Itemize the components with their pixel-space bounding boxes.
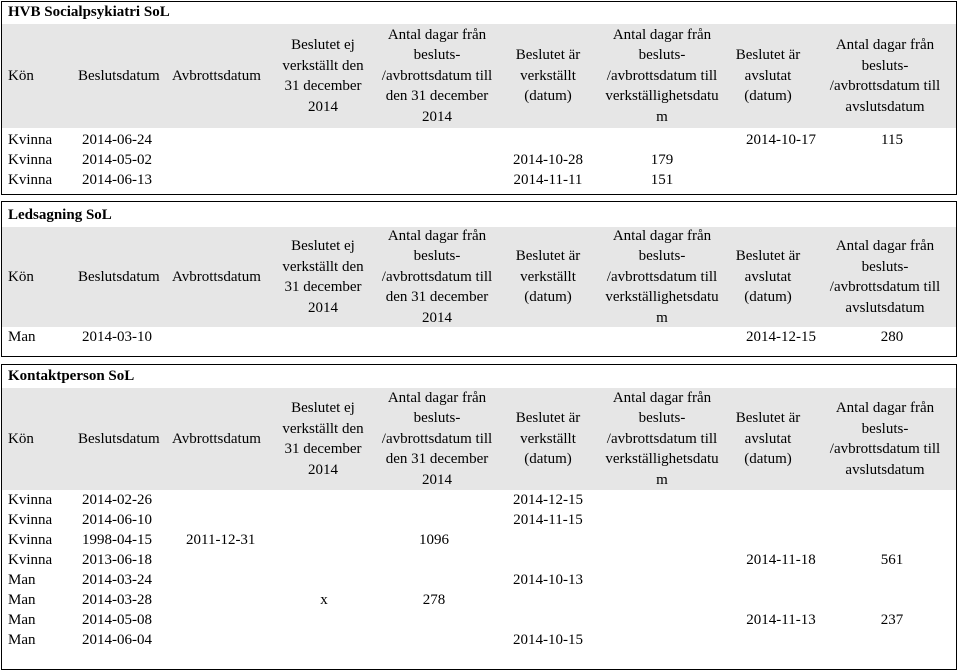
cell-beslutsdatum: 2014-05-02 [82,152,152,168]
cell-kon: Kvinna [8,512,53,528]
header-avslutat-datum [727,388,809,490]
header-text: Avbrottsdatum [172,268,261,285]
cell-beslutsdatum: 2014-03-10 [82,329,152,345]
header-kon [2,388,72,490]
cell-verk: 2014-11-15 [513,512,583,528]
cell-beslutsdatum: 2014-03-28 [82,592,152,608]
cell-d31: 278 [422,592,446,608]
section-title: Ledsagning SoL [8,207,112,223]
header-line: Beslutet är [515,410,581,427]
header-dagar-31-december [372,388,502,490]
cell-verk: 2014-11-11 [513,172,583,188]
cell-davsl: 561 [880,552,904,568]
header-beslutsdatum [72,388,170,490]
header-line: 31 december [284,441,362,457]
cell-verk: 2014-12-15 [513,492,583,508]
header-ej-verkstallt [270,227,376,327]
cell-beslutsdatum: 2014-06-10 [82,512,152,528]
header-line: besluts- [638,410,686,427]
header-line: Antal dagar från [835,238,935,254]
section-ledsagning [1,201,957,357]
table-row [2,610,956,630]
header-dagar-verkstallighet [597,24,727,128]
table-row [2,510,956,530]
header-beslutsdatum [72,24,170,128]
header-line: besluts- [413,410,461,427]
cell-avbrottsdatum: 2011-12-31 [186,532,256,548]
header-line: besluts- [638,47,686,64]
header-kon [2,227,72,327]
cell-dverk: 179 [650,152,674,168]
cell-beslutsdatum: 2014-06-13 [82,172,152,188]
header-avbrottsdatum [170,388,272,490]
header-beslutsdatum [72,227,170,327]
header-line: 2014 [422,309,452,326]
header-ej-verkstallt [270,388,376,490]
cell-kon: Man [8,612,36,628]
cell-verk: 2014-10-13 [513,572,583,588]
header-line: besluts- [413,47,461,64]
header-row [2,24,956,128]
header-line: den 31 december [385,88,489,105]
cell-kon: Man [8,632,36,648]
cell-kon: Kvinna [8,152,53,168]
header-text: Avbrottsdatum [172,430,261,447]
table-row [2,327,956,347]
header-text: Beslutsdatum [78,67,160,84]
section-title: HVB Socialpsykiatri SoL [8,4,170,20]
header-line: den 31 december [385,289,489,306]
header-line: verkställt den [282,258,364,275]
header-row [2,388,956,490]
header-dagar-avslut [812,388,958,490]
header-line: Antal dagar från [612,26,712,43]
header-line: Antal dagar från [612,227,712,244]
header-line: (datum) [744,289,792,306]
header-line: Antal dagar från [387,389,487,406]
header-line: 31 december [284,279,362,295]
header-line: Beslutet ej [291,238,355,254]
cell-kon: Man [8,572,36,588]
header-verkstallt-datum [502,388,594,490]
cell-verk: 2014-10-15 [513,632,583,648]
header-line: besluts- [861,420,909,437]
cell-beslutsdatum: 2014-05-08 [82,612,152,628]
header-line: /avbrottsdatum till [606,67,718,84]
header-dagar-31-december [372,227,502,327]
header-line: 2014 [422,471,452,488]
header-line: avslutsdatum [845,299,925,316]
table-row [2,630,956,650]
table-row [2,490,956,510]
cell-beslutsdatum: 2014-02-26 [82,492,152,508]
header-line: avslutsdatum [845,98,925,115]
header-dagar-31-december [372,24,502,128]
header-line: (datum) [524,451,572,468]
header-dagar-verkstallighet [597,227,727,327]
header-line: avslutat [744,268,792,285]
cell-beslutsdatum: 2013-06-18 [82,552,152,568]
cell-kon: Man [8,329,36,345]
cell-kon: Kvinna [8,132,53,148]
header-avbrottsdatum [170,24,272,128]
header-text: Beslutsdatum [78,268,160,285]
table-row [2,550,956,570]
header-line: avslutat [744,67,792,84]
header-line: (datum) [744,88,792,105]
cell-davsl: 280 [880,329,904,345]
header-line: m [656,309,668,326]
header-line: Beslutet ej [291,37,355,53]
header-line: /avbrottsdatum till [381,430,493,447]
header-line: Antal dagar från [387,26,487,43]
header-line: 2014 [307,299,338,316]
header-text: Kön [8,67,34,84]
header-line: /avbrottsdatum till [606,268,718,285]
header-line: /avbrottsdatum till [829,279,941,295]
header-line: avslutat [744,430,792,447]
cell-d31: 1096 [419,532,449,548]
cell-beslutsdatum: 2014-06-24 [82,132,152,148]
header-line: /avbrottsdatum till [606,430,718,447]
cell-kon: Kvinna [8,492,53,508]
cell-kon: Man [8,592,36,608]
header-line: Antal dagar från [835,37,935,53]
header-line: 2014 [307,98,338,115]
header-line: /avbrottsdatum till [829,441,941,457]
header-line: verkställighetsdatu [605,451,719,468]
header-avslutat-datum [727,24,809,128]
cell-kon: Kvinna [8,532,53,548]
header-dagar-avslut [812,24,958,128]
cell-avsl: 2014-10-17 [746,132,816,148]
cell-beslutsdatum: 2014-06-04 [82,632,152,648]
header-text: Avbrottsdatum [172,67,261,84]
header-line: Beslutet är [735,47,801,64]
header-line: Beslutet är [735,248,801,265]
header-avslutat-datum [727,227,809,327]
header-line: Beslutet är [515,47,581,64]
header-line: verkställighetsdatu [605,289,719,306]
cell-kon: Kvinna [8,172,53,188]
header-line: besluts- [861,258,909,275]
table-row [2,170,956,190]
header-line: verkställt den [282,57,364,74]
section-title: Kontaktperson SoL [8,368,135,384]
header-line: 2014 [422,108,452,125]
header-line: /avbrottsdatum till [381,268,493,285]
header-line: /avbrottsdatum till [829,78,941,94]
header-line: m [656,471,668,488]
cell-avsl: 2014-11-13 [746,612,816,628]
header-line: den 31 december [385,451,489,468]
header-text: Kön [8,268,34,285]
cell-beslutsdatum: 2014-03-24 [82,572,152,588]
header-line: verkställt [520,67,576,84]
table-row [2,590,956,610]
header-line: 2014 [307,461,338,478]
header-text: Kön [8,430,34,447]
header-dagar-verkstallighet [597,388,727,490]
table-row [2,150,956,170]
cell-verk: 2014-10-28 [513,152,583,168]
header-line: Antal dagar från [835,400,935,416]
cell-ej: x [320,592,328,608]
section-kontaktperson [1,364,957,670]
header-verkstallt-datum [502,24,594,128]
header-line: Antal dagar från [612,389,712,406]
cell-davsl: 237 [880,612,904,628]
header-avbrottsdatum [170,227,272,327]
header-line: Beslutet ej [291,400,355,416]
header-text: Beslutsdatum [78,430,160,447]
header-line: besluts- [413,248,461,265]
header-dagar-avslut [812,227,958,327]
header-line: (datum) [524,289,572,306]
table-row [2,530,956,550]
header-line: verkställt den [282,420,364,437]
table-row [2,130,956,150]
header-row [2,227,956,327]
header-ej-verkstallt [270,24,376,128]
header-line: 31 december [284,78,362,94]
header-line: (datum) [744,451,792,468]
header-line: verkställt [520,268,576,285]
header-line: avslutsdatum [845,461,925,478]
cell-beslutsdatum: 1998-04-15 [82,532,152,548]
header-line: besluts- [638,248,686,265]
section-hvb-socialpsykiatri [1,1,957,195]
header-line: Antal dagar från [387,227,487,244]
cell-avsl: 2014-12-15 [746,329,816,345]
header-line: /avbrottsdatum till [381,67,493,84]
header-line: besluts- [861,57,909,74]
header-verkstallt-datum [502,227,594,327]
header-kon [2,24,72,128]
header-line: verkställt [520,430,576,447]
table-row [2,570,956,590]
cell-avsl: 2014-11-18 [746,552,816,568]
cell-dverk: 151 [650,172,674,188]
header-line: verkställighetsdatu [605,88,719,105]
header-line: Beslutet är [515,248,581,265]
header-line: (datum) [524,88,572,105]
header-line: m [656,108,668,125]
cell-kon: Kvinna [8,552,53,568]
cell-davsl: 115 [881,132,903,148]
header-line: Beslutet är [735,410,801,427]
